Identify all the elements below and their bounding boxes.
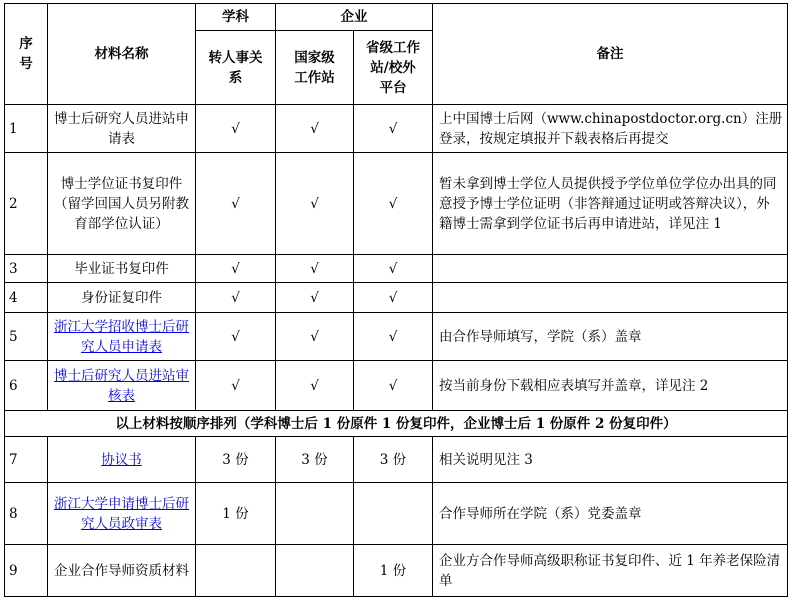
count-transfer: 3 份 [196,437,276,483]
remark: 合作导师所在学院（系）党委盖章 [433,483,788,545]
check-national: √ [276,283,354,313]
header-enterprise: 企业 [276,4,433,31]
material-name: 博士学位证书复印件（留学回国人员另附教育部学位认证） [48,153,196,255]
remark: 按当前身份下载相应表填写并盖章，详见注 2 [433,361,788,411]
header-remarks: 备注 [433,4,788,105]
material-name: 毕业证书复印件 [48,255,196,283]
table-row [5,483,788,545]
row-no: 3 [5,255,48,283]
check-transfer: √ [196,255,276,283]
agreement-link[interactable]: 协议书 [101,451,142,468]
check-national: √ [276,361,354,411]
table-row [5,437,788,483]
remark: 上中国博士后网（www.chinapostdoctor.org.cn）注册登录，按规定填报并下载表格后再提交 [433,105,788,153]
header-name: 材料名称 [48,4,196,105]
check-transfer: √ [196,153,276,255]
row-no: 8 [5,483,48,545]
count-national: 3 份 [276,437,354,483]
remark: 由合作导师填写，学院（系）盖章 [433,313,788,361]
row-no: 9 [5,545,48,597]
count-transfer [196,545,276,597]
review-form-link[interactable]: 博士后研究人员进站审核表 [54,367,189,404]
material-name: 博士后研究人员进站申请表 [48,105,196,153]
check-provincial: √ [354,313,433,361]
table-row [5,153,788,255]
material-name: 身份证复印件 [48,283,196,313]
check-national: √ [276,105,354,153]
check-provincial: √ [354,283,433,313]
table-row [5,545,788,597]
table-row [5,255,788,283]
count-provincial [354,483,433,545]
check-provincial: √ [354,153,433,255]
material-name: 企业合作导师资质材料 [48,545,196,597]
table-row [5,283,788,313]
row-no: 5 [5,313,48,361]
header-subject: 学科 [196,4,276,31]
check-transfer: √ [196,105,276,153]
row-no: 7 [5,437,48,483]
row-no: 6 [5,361,48,411]
remark [433,283,788,313]
header-provincial: 省级工作站/校外平台 [354,31,433,105]
remark: 相关说明见注 3 [433,437,788,483]
count-national [276,545,354,597]
check-national: √ [276,255,354,283]
political-review-link[interactable]: 浙江大学申请博士后研究人员政审表 [54,495,189,532]
count-provincial: 1 份 [354,545,433,597]
header-no: 序号 [5,4,48,105]
remark [433,255,788,283]
count-transfer: 1 份 [196,483,276,545]
check-transfer: √ [196,313,276,361]
count-national [276,483,354,545]
table-row [5,105,788,153]
table-row [5,361,788,411]
row-no: 4 [5,283,48,313]
table-row [5,313,788,361]
check-national: √ [276,153,354,255]
check-transfer: √ [196,361,276,411]
header-national: 国家级工作站 [276,31,354,105]
row-no: 1 [5,105,48,153]
materials-table [4,3,788,597]
check-provincial: √ [354,105,433,153]
application-form-link[interactable]: 浙江大学招收博士后研究人员申请表 [54,318,189,355]
header-transfer: 转人事关系 [196,31,276,105]
check-national: √ [276,313,354,361]
check-transfer: √ [196,283,276,313]
check-provincial: √ [354,361,433,411]
remark: 企业方合作导师高级职称证书复印件、近 1 年养老保险清单 [433,545,788,597]
check-provincial: √ [354,255,433,283]
row-no: 2 [5,153,48,255]
count-provincial: 3 份 [354,437,433,483]
remark: 暂未拿到博士学位人员提供授予学位单位学位办出具的同意授予博士学位证明（非答辩通过证明或答辩决议），外籍博士需拿到学位证书后再申请进站，详见注 1 [433,153,788,255]
order-note: 以上材料按顺序排列（学科博士后 1 份原件 1 份复印件，企业博士后 1 份原件 2 份复印件） [5,411,788,437]
